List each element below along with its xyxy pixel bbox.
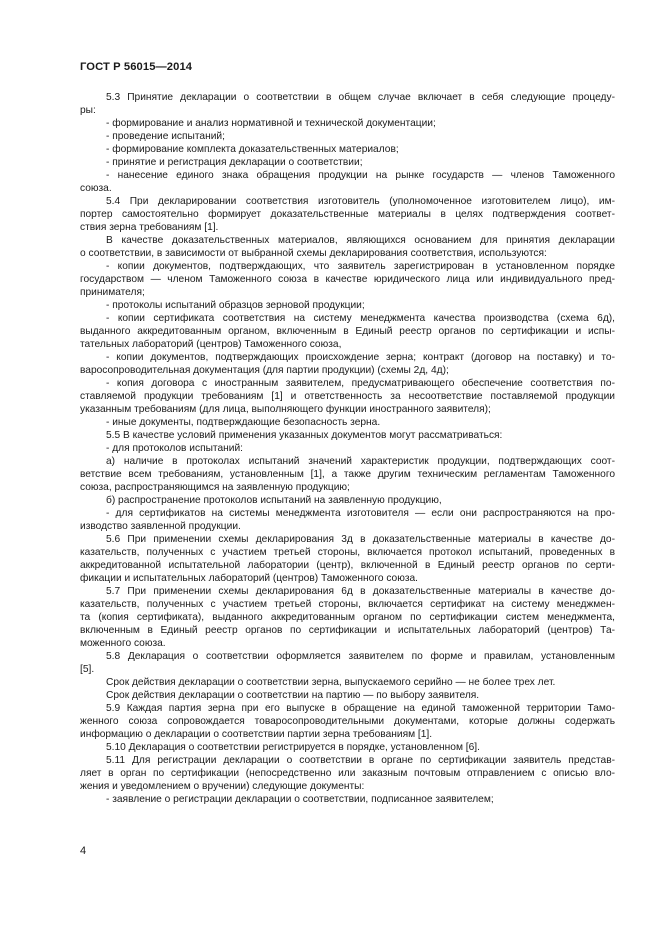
text-line: а) наличие в протоколах испытаний значений характеристик продукции, подтверждающих соот-	[106, 456, 615, 467]
text-line: государством — членом Таможенного союза в качестве юридического лица или индивидуального пред-	[80, 274, 615, 285]
text-line: 5.11 Для регистрации декларации о соответствии в органе по сертификации заявитель представ-	[106, 755, 615, 766]
text-line: - нанесение единого знака обращения продукции на рынке государств — членов Таможенного	[106, 170, 615, 181]
text-line: - протоколы испытаний образцов зерновой продукции;	[106, 300, 365, 311]
text-line: женного союза сопровождается товаросопроводительными документами, которые должны содержать	[80, 716, 615, 727]
text-line: казательств, полученных с участием третьей стороны, включается сертификат на систему менеджмен-	[80, 599, 615, 610]
text-line: принимателя;	[80, 287, 145, 298]
text-line: 5.5 В качестве условий применения указанных документов могут рассматриваться:	[106, 430, 503, 441]
text-line: - принятие и регистрация декларации о соответствии;	[106, 157, 363, 168]
text-line: 5.4 При декларировании соответствия изготовитель (уполномоченное изготовителем лицо), им-	[106, 196, 615, 207]
text-line: 5.10 Декларация о соответствии регистрируется в порядке, установленном [6].	[106, 742, 480, 753]
text-line: фикации и испытательных лабораторий (центров) Таможенного союза.	[80, 573, 419, 584]
text-line: ветствие всем требованиям, установленным [1], а также другим техническим регламентам Таможенного	[80, 469, 615, 480]
text-line: 5.3 Принятие декларации о соответствии в общем случае включает в себя следующие процеду-	[106, 92, 615, 103]
text-line: союза, распространяющимся на заявленную продукцию;	[80, 482, 350, 493]
text-line: - для протоколов испытаний:	[106, 443, 243, 454]
text-line: 5.7 При применении схемы декларирования 6д в доказательственные материалы в качестве до-	[106, 586, 615, 597]
text-line: жения и уведомлением о вручении) следующие документы:	[80, 781, 365, 792]
text-line: - копии документов, подтверждающих происхождение зерна; контракт (договор на поставку) и то-	[106, 352, 615, 363]
text-line: 5.9 Каждая партия зерна при его выпуске в обращение на единой таможенной территории Тамо-	[106, 703, 615, 714]
text-line: - формирование комплекта доказательственных материалов;	[106, 144, 399, 155]
text-line: - заявление о регистрации декларации о соответствии, подписанное заявителем;	[106, 794, 494, 805]
text-line: - иные документы, подтверждающие безопасность зерна.	[106, 417, 381, 428]
text-line: изводство заявленной продукции.	[80, 521, 241, 532]
text-line: 5.6 При применении схемы декларирования 3д в доказательственные материалы в качестве до-	[106, 534, 615, 545]
text-line: - копии документов, подтверждающих, что заявитель зарегистрирован в установленном порядке	[106, 261, 615, 272]
text-line: союза.	[80, 183, 112, 194]
text-line: указанным требованиям (для лица, выполняющего функции иностранного заявителя);	[80, 404, 491, 415]
text-line: та (копия сертификата), выданного аккредитованным органом по сертификации систем менеджмента,	[80, 612, 615, 623]
text-line: Срок действия декларации о соответствии зерна, выпускаемого серийно — не более трех лет.	[106, 677, 556, 688]
text-line: 5.8 Декларация о соответствии оформляется заявителем по форме и правилам, установленным	[106, 651, 615, 662]
text-line: ствия зерна требованиям [1].	[80, 222, 219, 233]
text-line: о соответствии, в зависимости от выбранной схемы декларирования соответствия, используются:	[80, 248, 547, 259]
text-line: - копии сертификата соответствия на систему менеджмента качества производства (схема 6д),	[106, 313, 615, 324]
text-line: - формирование и анализ нормативной и технической документации;	[106, 118, 436, 129]
text-line: моженного союза.	[80, 638, 166, 649]
text-line: аккредитованной испытательной лаборатории (центр), включенной в Единый реестр органов по серти-	[80, 560, 615, 571]
text-line: портер самостоятельно формирует доказательственные материалы в целях подтверждения соответ-	[80, 209, 615, 220]
text-line: б) распространение протоколов испытаний на заявленную продукцию,	[106, 495, 442, 506]
text-line: В качестве доказательственных материалов, являющихся основанием для принятия декларации	[106, 235, 615, 246]
document-body	[80, 91, 615, 806]
text-line: - для сертификатов на системы менеджмента изготовителя — если они распространяются на про-	[106, 508, 615, 519]
text-line: - проведение испытаний;	[106, 131, 225, 142]
text-line: ставляемой продукции требованиям [1] и ответственность за несоответствие поставляемой продукции	[80, 391, 615, 402]
text-line: [5].	[80, 664, 95, 675]
text-line: казательств, полученных с участием третьей стороны, включается протокол испытаний, проведенных в	[80, 547, 615, 558]
text-line: тательных лабораторий (центров) Таможенного союза,	[80, 339, 342, 350]
text-line: ляет в орган по сертификации (непосредственно или заказным почтовым отправлением с описью вло-	[80, 768, 615, 779]
text-line: информацию о декларации о соответствии партии зерна требованиям [1].	[80, 729, 433, 740]
document-header: ГОСТ Р 56015—2014	[80, 61, 193, 73]
page-number: 4	[80, 845, 87, 857]
text-line: выданного аккредитованным органом, включенным в Единый реестр органов по сертификации и испы-	[80, 326, 615, 337]
text-line: варосопроводительная документация (для партии продукции) (схемы 2д, 4д);	[80, 365, 449, 376]
text-line: - копия договора с иностранным заявителем, предусматривающего обеспечение соответствия по-	[106, 378, 615, 389]
text-line: включенным в Единый реестр органов по сертификации и испытательных лабораторий (центров) Та-	[80, 625, 615, 636]
text-line: Срок действия декларации о соответствии на партию — по выбору заявителя.	[106, 690, 480, 701]
text-line: ры:	[80, 105, 96, 116]
